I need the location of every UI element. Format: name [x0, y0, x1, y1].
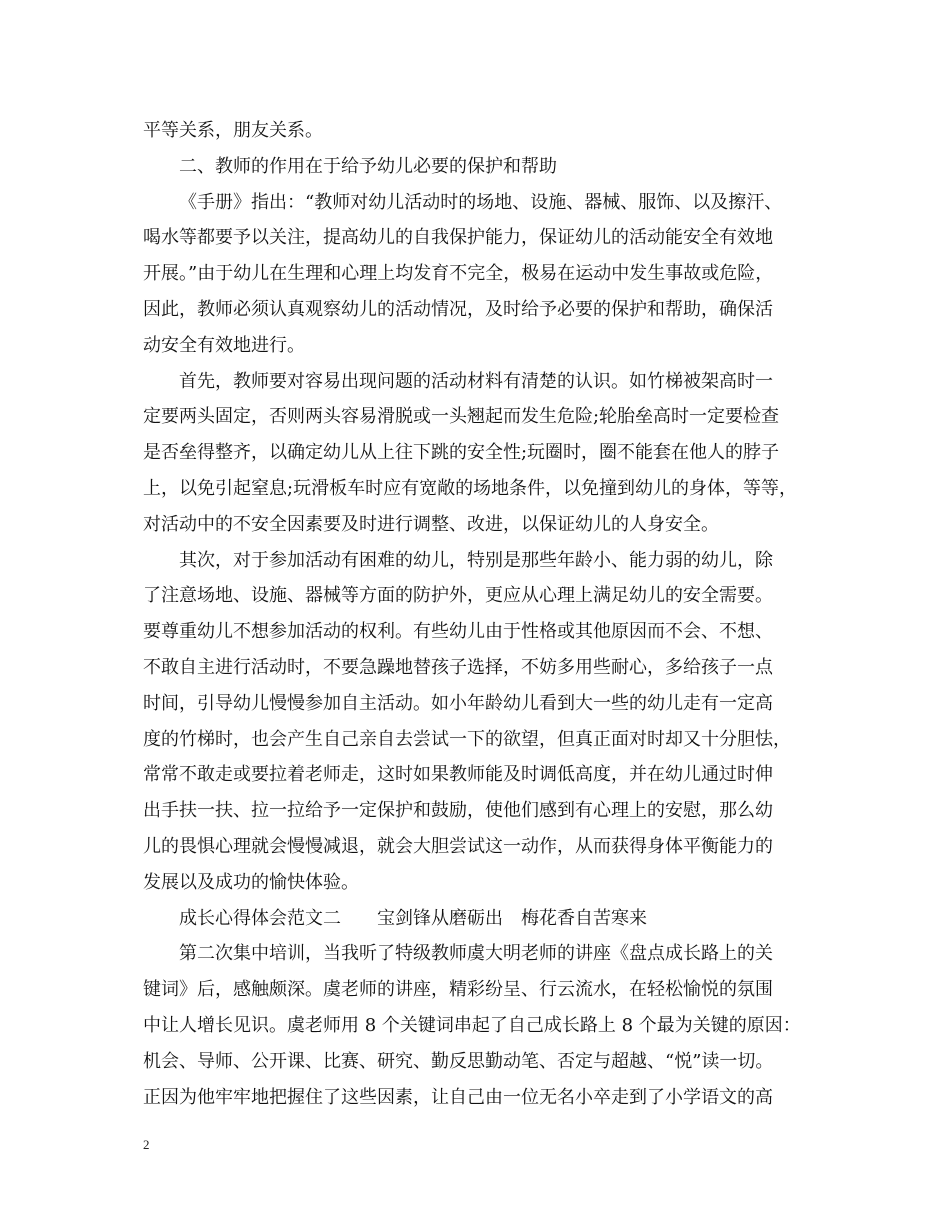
- text-line: 成长心得体会范文二 宝剑锋从磨砺出 梅花香自苦寒来: [179, 907, 647, 929]
- text-line: 平等关系，朋友关系。: [143, 120, 323, 141]
- text-line: 是否垒得整齐，以确定幼儿从上往下跳的安全性;玩圈时，圈不能套在他人的脖子: [143, 442, 780, 464]
- text-line: 儿的畏惧心理就会慢慢减退，就会大胆尝试这一动作，从而获得身体平衡能力的: [143, 835, 773, 857]
- text-line: 发展以及成功的愉快体验。: [143, 871, 359, 893]
- text-line: 出手扶一扶、拉一拉给予一定保护和鼓励，使他们感到有心理上的安慰，那么幼: [143, 800, 773, 822]
- text-line: 喝水等都要予以关注，提高幼儿的自我保护能力，保证幼儿的活动能安全有效地: [143, 227, 773, 249]
- text-line: 时间，引导幼儿慢慢参加自主活动。如小年龄幼儿看到大一些的幼儿走有一定高: [143, 692, 773, 714]
- page-number: 2: [143, 1137, 150, 1152]
- text-line: 机会、导师、公开课、比赛、研究、勤反思勤动笔、否定与超越、“悦”读一切。: [143, 1050, 774, 1072]
- text-line: 二、教师的作用在于给予幼儿必要的保护和帮助: [179, 155, 557, 177]
- text-line: 第二次集中培训，当我听了特级教师虞大明老师的讲座《盘点成长路上的关: [179, 943, 773, 965]
- text-line: 开展。”由于幼儿在生理和心理上均发育不完全，极易在运动中发生事故或危险，: [143, 263, 774, 285]
- text-line: 因此，教师必须认真观察幼儿的活动情况，及时给予必要的保护和帮助，确保活: [143, 298, 773, 320]
- text-line: 常常不敢走或要拉着老师走，这时如果教师能及时调低高度，并在幼儿通过时伸: [143, 764, 773, 786]
- text-line: 正因为他牢牢地把握住了这些因素，让自己由一位无名小卒走到了小学语文的高: [143, 1086, 773, 1108]
- text-line: 上，以免引起窒息;玩滑板车时应有宽敞的场地条件，以免撞到幼儿的身体，等等，: [143, 477, 798, 499]
- text-line: 不敢自主进行活动时，不要急躁地替孩子选择，不妨多用些耐心，多给孩子一点: [143, 656, 773, 678]
- body-text: [143, 113, 823, 1115]
- text-line: 动安全有效地进行。: [143, 334, 305, 356]
- text-line: 定要两头固定，否则两头容易滑脱或一头翘起而发生危险;轮胎垒高时一定要检查: [143, 406, 780, 428]
- text-line: 了注意场地、设施、器械等方面的防护外，更应从心理上满足幼儿的安全需要。: [143, 585, 773, 607]
- text-line: 《手册》指出：“教师对幼儿活动时的场地、设施、器械、服饰、以及擦汗、: [179, 191, 783, 213]
- text-line: 度的竹梯时，也会产生自己亲自去尝试一下的欲望，但真正面对时却又十分胆怯，: [143, 728, 791, 750]
- text-line: 要尊重幼儿不想参加活动的权利。有些幼儿由于性格或其他原因而不会、不想、: [143, 621, 773, 643]
- text-line: 首先，教师要对容易出现问题的活动材料有清楚的认识。如竹梯被架高时一: [179, 370, 773, 392]
- text-line: 对活动中的不安全因素要及时进行调整、改进，以保证幼儿的人身安全。: [143, 513, 719, 535]
- text-line: 中让人增长见识。虞老师用 8 个关键词串起了自己成长路上 8 个最为关键的原因：: [143, 1014, 801, 1036]
- text-line: 其次，对于参加活动有困难的幼儿，特别是那些年龄小、能力弱的幼儿，除: [179, 549, 773, 571]
- text-line: 键词》后，感触颇深。虞老师的讲座，精彩纷呈、行云流水，在轻松愉悦的氛围: [143, 979, 773, 1001]
